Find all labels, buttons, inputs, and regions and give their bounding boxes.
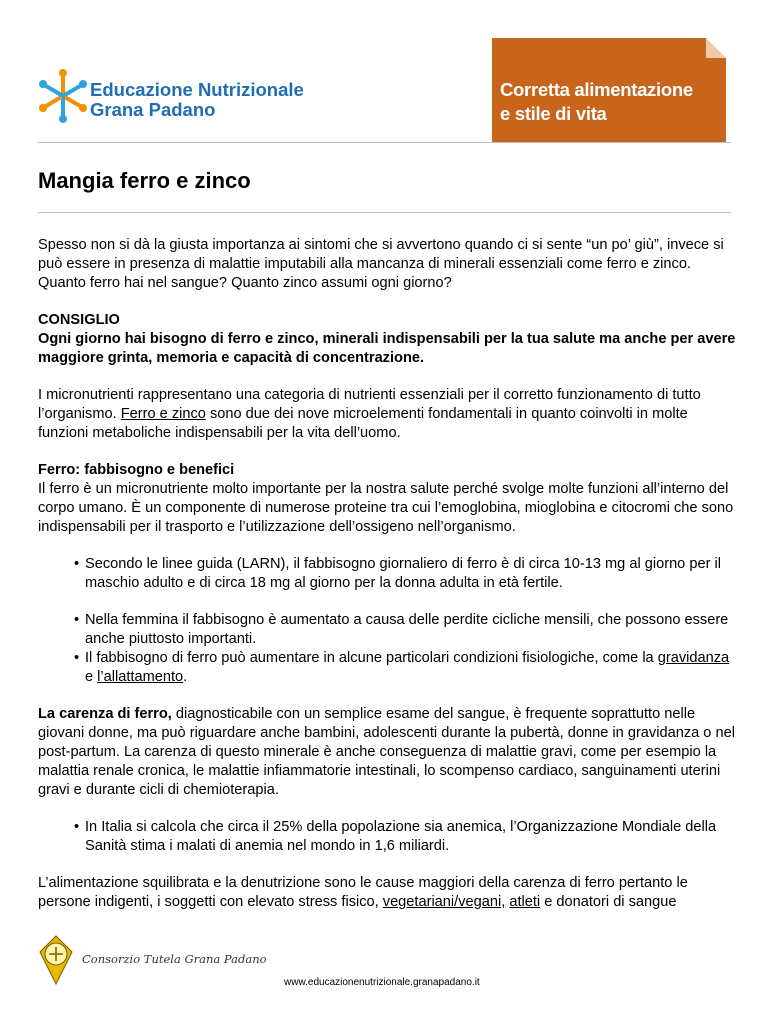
category-tab: [492, 38, 726, 142]
bullet-icon: •: [74, 819, 80, 835]
bullet-icon: •: [74, 556, 80, 572]
brand-name: [90, 80, 304, 120]
link-ferro-zinco[interactable]: Ferro e zinco: [120, 406, 206, 422]
bullet-list-female: [38, 611, 738, 687]
bullet-icon: •: [74, 612, 80, 628]
list-item-text: Il fabbisogno di ferro può aumentare in alcune particolari condizioni fisiologiche, come la: [85, 650, 658, 666]
link-vegetariani-vegani[interactable]: vegetariani/vegani,: [382, 894, 506, 910]
link-atleti[interactable]: atleti: [509, 894, 541, 910]
advice-text: Ogni giorno hai bisogno di ferro e zinco, minerali indispensabili per la tua salute ma anche per avere maggiore grinta, memoria e capacità di concentrazione.: [38, 331, 736, 366]
intro-paragraph: Spesso non si dà la giusta importanza ai sintomi che si avvertono quando ci si sente “un po’ giù”, invece si può essere in presenza di malattie imputabili alla mancanza di minerali essenziali come ferro e zinco. Quanto ferro hai nel sangue? Quanto zinco assumi ogni giorno?: [38, 237, 724, 291]
consortium-name: Consorzio Tutela Grana Padano: [82, 952, 267, 966]
deficiency-lead: La carenza di ferro,: [38, 706, 172, 722]
deficiency-paragraph: [38, 705, 738, 800]
causes-text-1: L’alimentazione squilibrata e la denutrizione sono le cause maggiori della carenza di ferro pertanto le persone indigenti, i soggetti con elevato stress fisico,: [38, 875, 688, 910]
bullet-icon: •: [74, 650, 80, 666]
list-item-text: In Italia si calcola che circa il 25% della popolazione sia anemica, l’Organizzazione Mondiale della Sanità stima i malati di anemia nel mondo in 1,6 miliardi.: [85, 819, 717, 854]
list-item: [38, 611, 738, 649]
brand-name-line2: Grana Padano: [90, 99, 216, 120]
bullet-list-anemia: [38, 818, 738, 856]
micro-text-2: sono due dei nove microelementi fondamentali in quanto coinvolti in molte funzioni metaboliche indispensabili per la vita dell’uomo.: [38, 406, 688, 441]
list-item: [38, 555, 738, 593]
list-item-text-end: .: [183, 669, 188, 685]
iron-text: Il ferro è un micronutriente molto importante per la nostra salute perché svolge molte funzioni all’interno del corpo umano. È un componente di numerose proteine tra cui l’emoglobina, mioglobina e citocromi che sono indispensabili per il trasporto e l’utilizzazione dell’ossigeno nell’organismo.: [38, 481, 734, 535]
grana-padano-seal-icon: [38, 934, 74, 986]
consortium-logo: [38, 934, 267, 986]
bullet-list-needs: [38, 555, 738, 593]
footer-url[interactable]: www.educazionenutrizionale.granapadano.it: [284, 977, 480, 988]
list-item-text: Secondo le linee guida (LARN), il fabbisogno giornaliero di ferro è di circa 10-13 mg al giorno per il maschio adulto e di circa 18 mg al giorno per la donna adulta in età fertile.: [85, 556, 721, 591]
title-divider: [38, 212, 731, 213]
list-item-text: Nella femmina il fabbisogno è aumentato a causa delle perdite cicliche mensili, che possono essere anche piuttosto importanti.: [85, 612, 729, 647]
page-fold-corner: [706, 38, 726, 58]
micro-text-1: I micronutrienti rappresentano una categoria di nutrienti essenziali per il corretto funzionamento di tutto l’organismo.: [38, 387, 701, 422]
iron-section: [38, 461, 738, 537]
link-gravidanza[interactable]: gravidanza: [657, 650, 730, 666]
page-title: Mangia ferro e zinco: [38, 168, 251, 193]
list-item: [38, 649, 738, 687]
iron-heading: Ferro: fabbisogno e benefici: [38, 462, 235, 478]
brand-name-line1: Educazione Nutrizionale: [90, 79, 304, 100]
deficiency-text: diagnosticabile con un semplice esame del sangue, è frequente soprattutto nelle giovani donne, ma può riguardare anche bambini, adolescenti durante la pubertà, donne in gravidanza o nel post-partum. La carenza di questo minerale è anche conseguenza di malattie gravi, come per esempio la malattia renale cronica, le malattie infiammatorie intestinali, lo scompenso cardiaco, sanguinamenti uterini gravi e durante cicli di chemioterapia.: [38, 706, 735, 798]
category-label: [500, 78, 693, 126]
header-divider: [38, 142, 731, 143]
causes-text-2: e donatori di sangue: [540, 894, 677, 910]
category-label-line1: Corretta alimentazione: [500, 79, 693, 100]
snowflake-people-icon: [38, 68, 88, 124]
advice-heading: CONSIGLIO: [38, 312, 120, 328]
article-body: [38, 236, 738, 930]
list-item: [38, 818, 738, 856]
micronutrients-paragraph: [38, 386, 738, 443]
brand-logo: [38, 68, 338, 128]
link-allattamento[interactable]: l’allattamento: [97, 669, 184, 685]
category-label-line2: e stile di vita: [500, 103, 607, 124]
causes-paragraph: [38, 874, 738, 912]
list-item-text-mid: e: [85, 669, 98, 685]
advice-block: [38, 311, 738, 368]
